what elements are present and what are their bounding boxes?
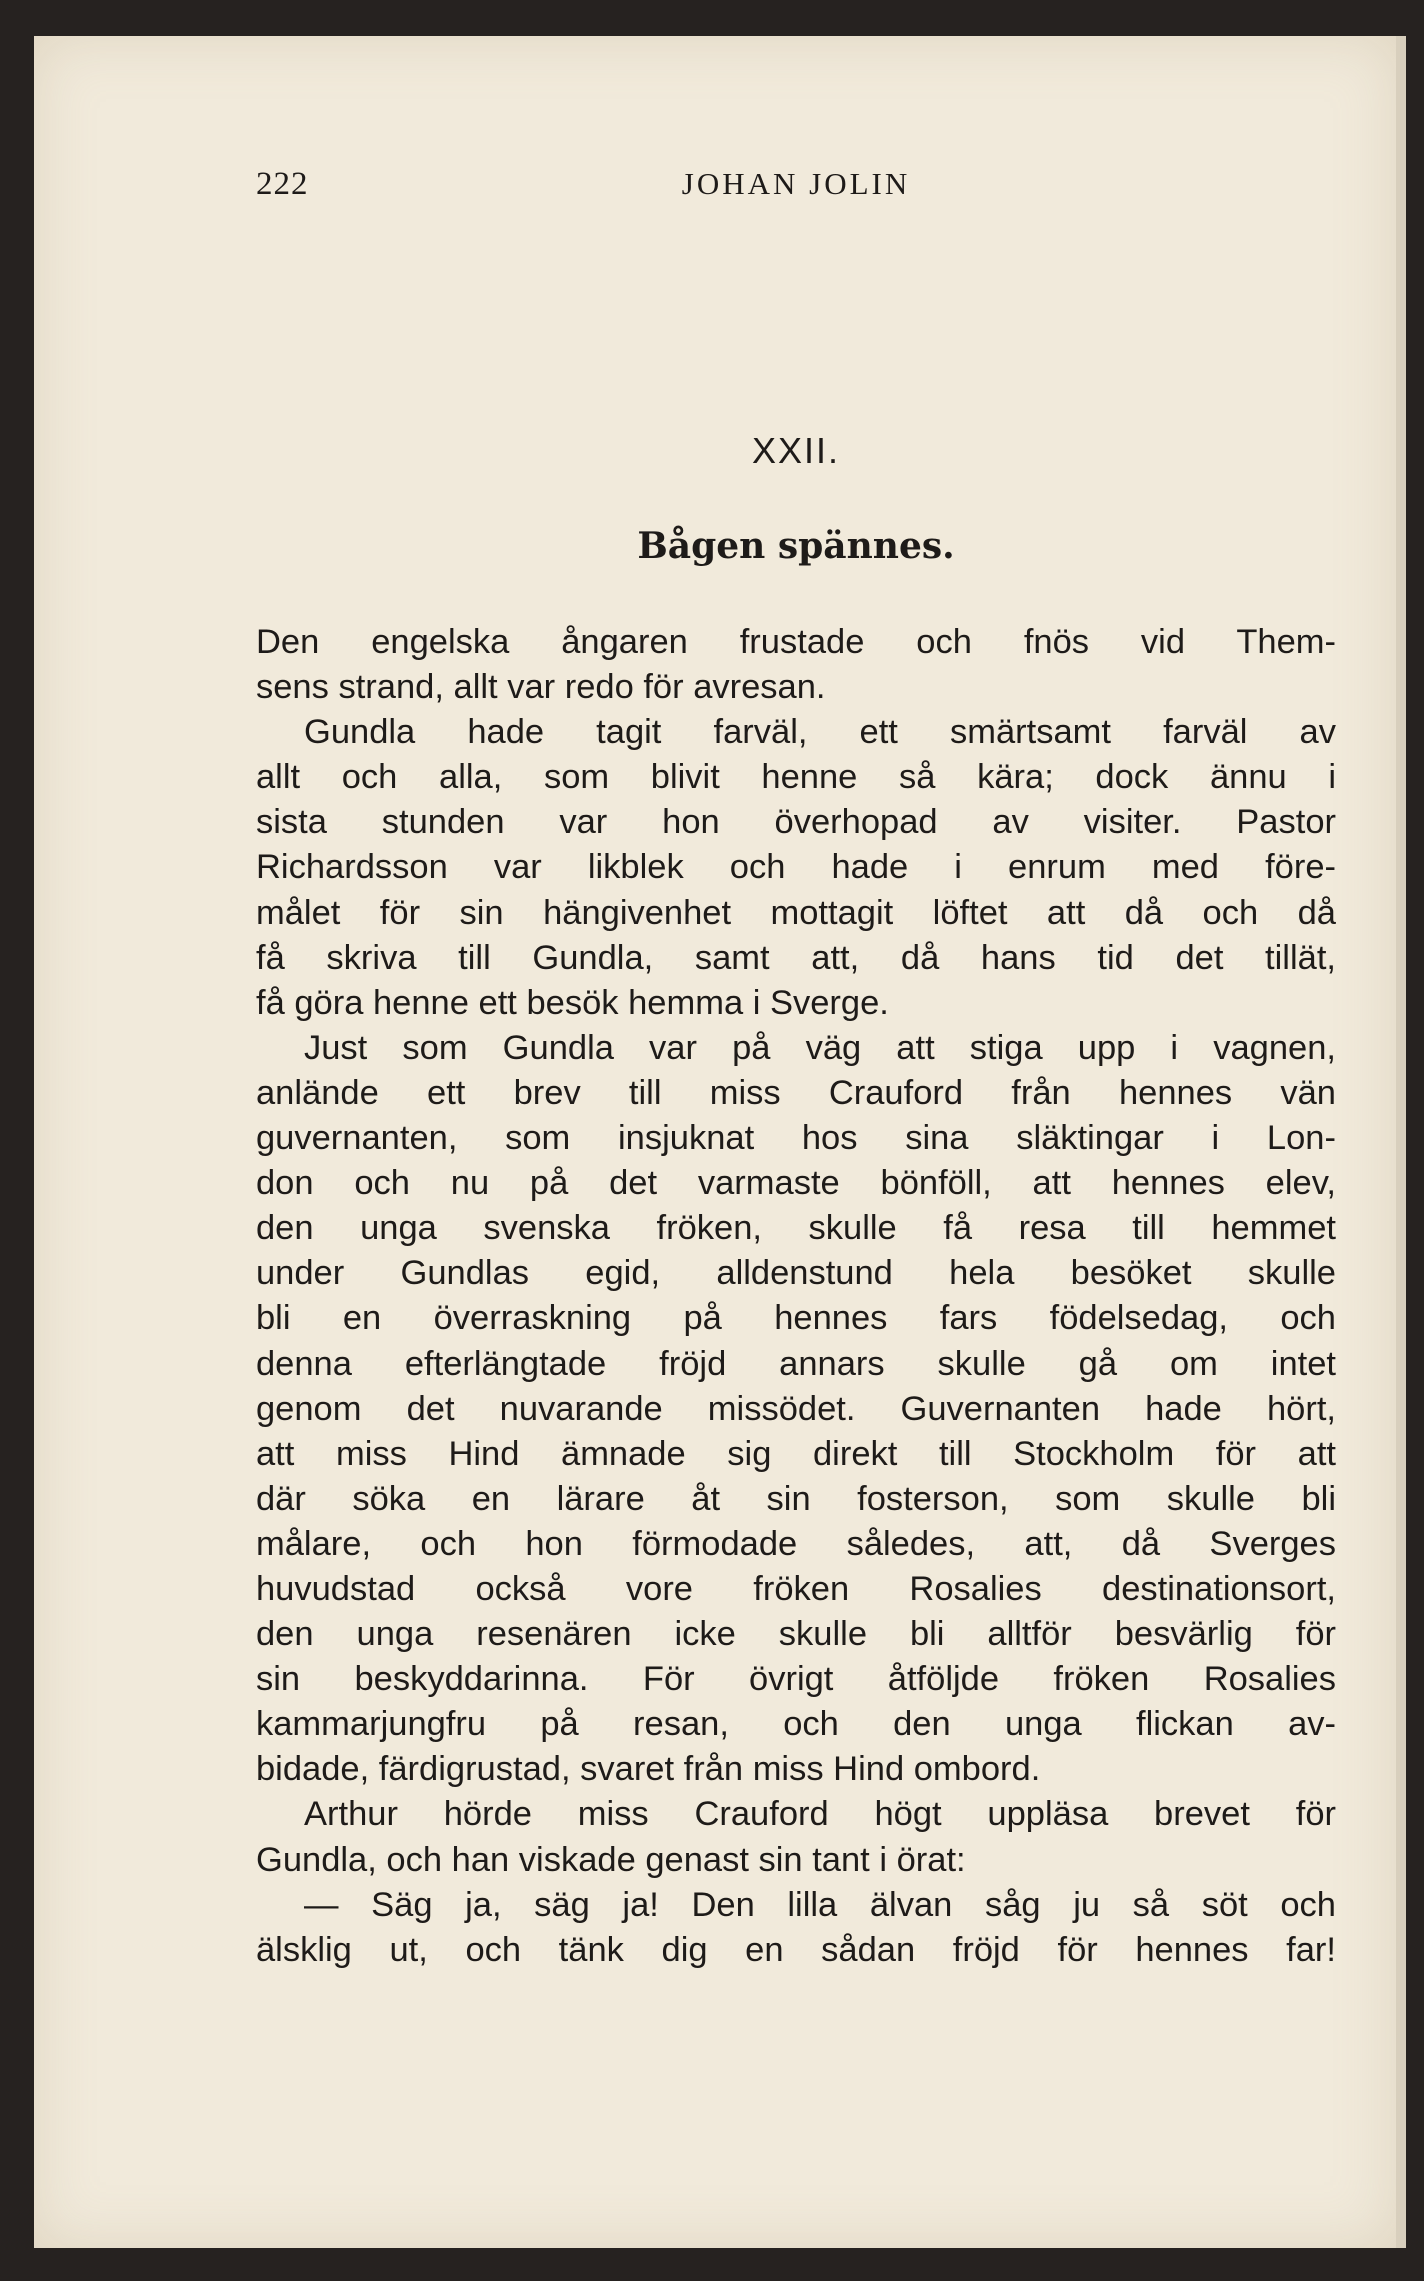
text-line: guvernanten, som insjuknat hos sina släktingar i Lon-: [256, 1119, 1336, 1158]
text-line: Gundla, och han viskade genast sin tant i örat:: [256, 1840, 966, 1879]
text-line: sens strand, allt var redo för avresan.: [256, 668, 826, 707]
text-line: den unga svenska fröken, skulle få resa till hemmet: [256, 1209, 1336, 1248]
text-line: bli en överraskning på hennes fars födelsedag, och: [256, 1299, 1336, 1338]
text-line: få göra henne ett besök hemma i Sverge.: [256, 983, 889, 1022]
text-line: sin beskyddarinna. För övrigt åtföljde fröken Rosalies: [256, 1660, 1336, 1699]
text-line: få skriva till Gundla, samt att, då hans tid det tillät,: [256, 938, 1336, 977]
page-edge: [1396, 36, 1406, 2248]
text-line: genom det nuvarande missödet. Guvernanten hade hört,: [256, 1389, 1336, 1428]
text-line: anlände ett brev till miss Crauford från hennes vän: [256, 1073, 1336, 1112]
text-line: den unga resenären icke skulle bli alltför besvärlig för: [256, 1615, 1336, 1654]
page-header: [256, 166, 1336, 206]
body-text: [256, 620, 1336, 1973]
text-line: att miss Hind ämnade sig direkt till Stockholm för att: [256, 1434, 1336, 1473]
running-head: JOHAN JOLIN: [681, 166, 911, 201]
text-line: Arthur hörde miss Crauford högt uppläsa brevet för: [304, 1795, 1336, 1834]
text-line: målet för sin hängivenhet mottagit löftet att då och då: [256, 893, 1336, 932]
text-line: bidade, färdigrustad, svaret från miss Hind ombord.: [256, 1750, 1041, 1789]
text-line: allt och alla, som blivit henne så kära; dock ännu i: [256, 758, 1336, 797]
text-line: Den engelska ångaren frustade och fnös vid Them-: [256, 623, 1336, 661]
chapter-number: XXII.: [751, 430, 841, 471]
text-line: denna efterlängtade fröjd annars skulle gå om intet: [256, 1344, 1336, 1383]
text-line: Gundla hade tagit farväl, ett smärtsamt farväl av: [304, 713, 1336, 752]
text-line: — Säg ja, säg ja! Den lilla älvan såg ju så söt och: [304, 1885, 1336, 1924]
text-line: huvudstad också vore fröken Rosalies destinationsort,: [256, 1569, 1336, 1608]
text-line: under Gundlas egid, alldenstund hela besöket skulle: [256, 1254, 1336, 1293]
chapter-title: Bågen spännes.: [637, 525, 955, 567]
text-line: älsklig ut, och tänk dig en sådan fröjd för hennes far!: [256, 1930, 1336, 1969]
text-line: kammarjungfru på resan, och den unga flickan av-: [256, 1705, 1336, 1744]
text-line: målare, och hon förmodade således, att, då Sverges: [256, 1524, 1336, 1563]
text-line: don och nu på det varmaste bönföll, att hennes elev,: [256, 1164, 1336, 1203]
text-line: Just som Gundla var på väg att stiga upp i vagnen,: [304, 1028, 1336, 1067]
text-line: där söka en lärare åt sin fosterson, som skulle bli: [256, 1479, 1336, 1518]
text-line: Richardsson var likblek och hade i enrum med före-: [256, 848, 1336, 887]
text-line: sista stunden var hon överhopad av visiter. Pastor: [256, 803, 1336, 842]
page-number: 222: [256, 166, 309, 202]
